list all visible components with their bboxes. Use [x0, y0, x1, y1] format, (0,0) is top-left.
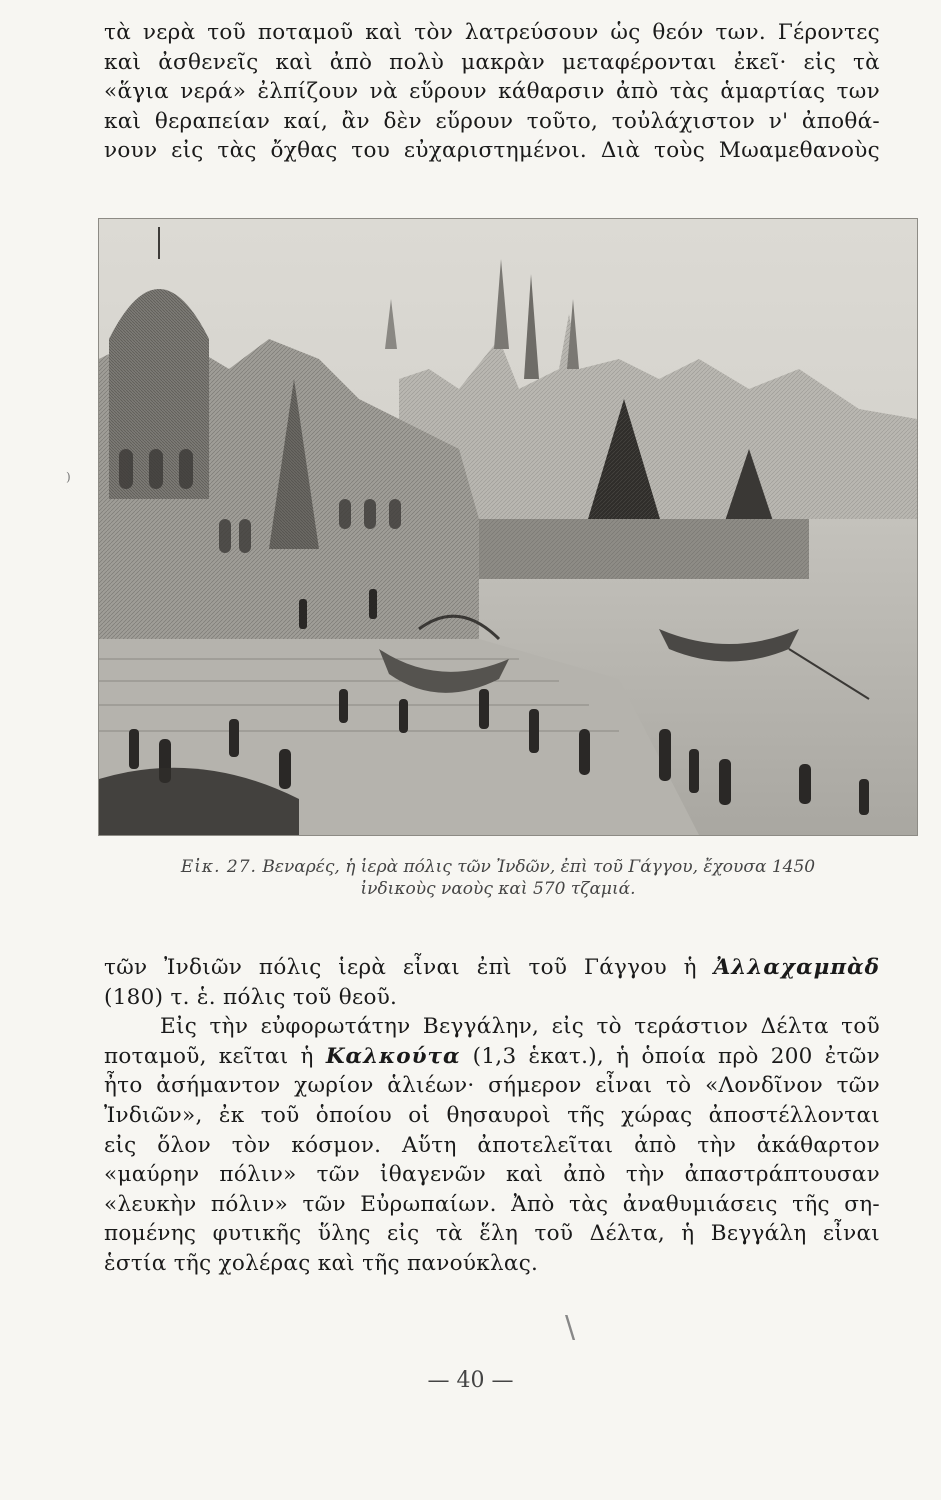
text-run: ποταμοῦ, κεῖται ἡ: [104, 1043, 326, 1069]
text-line: τὰ νερὰ τοῦ ποταμοῦ καὶ τὸν λατρεύσουν ὡς θεόν των. Γέροντες: [104, 20, 880, 45]
text-line: «μαύρην πόλιν» τῶν ἰθαγενῶν καὶ ἀπὸ τὴν ἀπαστράπτουσαν: [104, 1162, 880, 1188]
figure-caption: [118, 856, 878, 900]
text-line: [104, 953, 880, 983]
text-run: τῶν Ἰνδιῶν πόλις ἱερὰ εἶναι ἐπὶ τοῦ Γάγγου ἡ: [104, 955, 714, 980]
caption-text: ἰνδικοὺς ναοὺς καὶ 570 τζαμιά.: [360, 879, 636, 899]
ghats-illustration: [99, 219, 917, 835]
text-line: «ἅγια νερά» ἐλπίζουν νὰ εὕρουν κάθαρσιν ἀπὸ τὰς ἁμαρτίας των: [104, 79, 880, 105]
text-line: Εἰς τὴν εὐφορωτάτην Βεγγάλην, εἰς τὸ τεράστιον Δέλτα τοῦ: [160, 1014, 880, 1040]
top-paragraph: [104, 18, 880, 166]
pencil-mark-icon: \: [565, 1310, 576, 1345]
text-line: καὶ ἀσθενεῖς καὶ ἀπὸ πολὺ μακρὰν μεταφέρονται ἐκεῖ· εἰς τὰ: [104, 49, 880, 75]
text-line: [104, 1042, 880, 1072]
bottom-paragraphs: [104, 953, 880, 1279]
text-line: ἦτο ἀσήμαντον χωρίον ἁλιέων· σήμερον εἶναι τὸ «Λονδῖνον τῶν: [104, 1073, 880, 1099]
text-run: (1,3 ἑκατ.), ἡ ὁποία πρὸ 200 ἐτῶν: [460, 1043, 880, 1069]
benares-engraving: [98, 218, 918, 836]
paper-speck-icon: ): [66, 470, 71, 484]
text-line: νουν εἰς τὰς ὄχθας του εὐχαριστημένοι. Διὰ τοὺς Μωαμεθανοὺς: [104, 138, 880, 164]
city-name-allahabad: Ἀλλαχαμπὰδ: [713, 955, 880, 980]
caption-text: Βεναρές, ἡ ἱερὰ πόλις τῶν Ἰνδῶν, ἐπὶ τοῦ Γάγγου, ἔχουσα 1450: [262, 857, 816, 877]
page-number: — 40 —: [427, 1368, 514, 1393]
text-line: «λευκὴν πόλιν» τῶν Εὐρωπαίων. Ἀπὸ τὰς ἀναθυμιάσεις τῆς ση-: [104, 1191, 880, 1217]
city-name-calcutta: Καλκούτα: [325, 1043, 461, 1069]
text-line: Ἰνδιῶν», ἐκ τοῦ ὁποίου οἱ θησαυροὶ τῆς χώρας ἀποστέλλονται: [104, 1102, 880, 1128]
text-line: καὶ θεραπείαν καί, ἂν δὲν εὕρουν τοῦτο, τοὐλάχιστον ν' ἀποθά-: [104, 108, 880, 134]
text-line: εἰς ὅλον τὸν κόσμον. Αὕτη ἀποτελεῖται ἀπὸ τὴν ἀκάθαρτον: [104, 1132, 880, 1158]
text-line: πομένης φυτικῆς ὕλης εἰς τὰ ἕλη τοῦ Δέλτα, ἡ Βεγγάλη εἶναι: [104, 1221, 880, 1247]
text-line: (180) τ. ἑ. πόλις τοῦ θεοῦ.: [104, 984, 398, 1010]
caption-label: Εἰκ. 27.: [180, 857, 257, 877]
text-line: ἑστία τῆς χολέρας καὶ τῆς πανούκλας.: [104, 1250, 539, 1276]
